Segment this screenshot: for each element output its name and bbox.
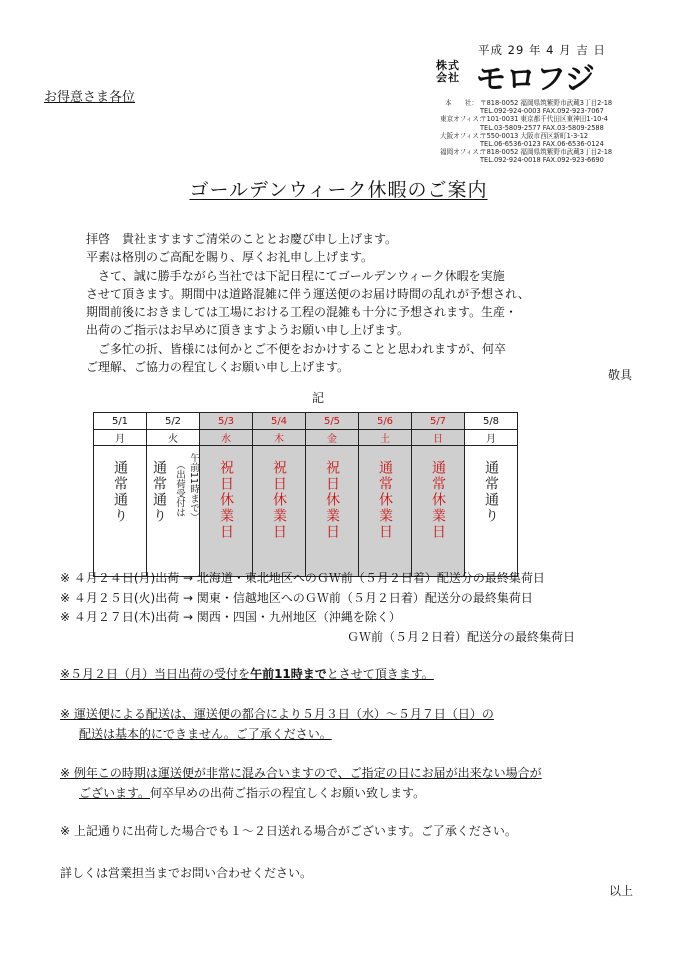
note-line: 配送は基本的にできません。ご了承ください。 xyxy=(79,727,332,741)
note-line xyxy=(60,783,542,803)
status-text: 通常通り xyxy=(483,460,499,524)
note-line: ※ 例年この時期は運送便が非常に混み合いますので、ご指定の日にお届が出来ない場合が xyxy=(60,766,542,780)
note-line: ＧＷ前（５月２日着）配送分の最終集荷日 xyxy=(347,629,576,644)
status-note: 午前11時まで） xyxy=(188,453,199,523)
address-label: 福岡オフィス： xyxy=(440,148,486,157)
status-text: 通常通り xyxy=(112,460,128,524)
greeting: お得意さま各位 xyxy=(44,90,136,105)
date-cell: 5/3 xyxy=(200,413,253,430)
status-cell xyxy=(465,446,518,577)
day-cell: 日 xyxy=(412,430,465,446)
date-cell: 5/8 xyxy=(465,413,518,430)
document-date: 平成 29 年 4 月 吉 日 xyxy=(478,43,606,57)
date-cell: 5/6 xyxy=(359,413,412,430)
body-line: ご理解、ご協力の程宜しくお願い申し上げます。 xyxy=(86,360,350,375)
body-line: さて、誠に勝手ながら当社では下記日程にてゴールデンウィーク休暇を実施 xyxy=(86,268,505,283)
address-label: 東京オフィス： xyxy=(440,115,486,124)
status-cell xyxy=(200,446,253,577)
body-line: 出荷のご指示はお早めに頂きますようお願い申し上げます。 xyxy=(86,323,410,338)
status-cell xyxy=(359,446,412,577)
note-text: ※５月２日（月）当日出荷の受付を xyxy=(60,667,251,681)
address-line: 〒818-0052 福岡県筑紫野市武蔵3丁目2-18 xyxy=(480,148,613,157)
status-text: 通常通り xyxy=(151,460,167,524)
status-text: 祝日休業日 xyxy=(218,460,234,540)
status-cell xyxy=(253,446,306,577)
note-line: ※ 運送便による配送は、運送便の都合により５月３日（水）～５月７日（日）の xyxy=(60,707,494,721)
ki-heading: 記 xyxy=(312,391,325,405)
address-tel: TEL.06-6536-0123 FAX.06-6536-0124 xyxy=(480,140,604,149)
day-cell: 土 xyxy=(359,430,412,446)
day-cell: 水 xyxy=(200,430,253,446)
address-line: 〒818-0052 福岡県筑紫野市武蔵3丁目2-18 xyxy=(480,99,613,107)
body-line: 拝啓 貴社ますますご清栄のこととお慶び申し上げます。 xyxy=(86,232,398,246)
document-title xyxy=(0,175,677,202)
note-line: ※ ４月２５日(火)出荷 → 関東・信越地区へのＧＷ前（５月２日着）配送分の最終集荷日 xyxy=(60,590,533,605)
status-cell xyxy=(306,446,359,577)
company-name: モロフジ xyxy=(476,62,595,97)
body-line: 期間前後におきましては工場における工程の混雑も十分に予想されます。生産・ xyxy=(86,305,518,320)
note-text: とさせて頂きます。 xyxy=(326,667,434,681)
shipping-notes xyxy=(60,569,575,647)
address-line: 〒101-0031 東京都千代田区東神田1-10-4 xyxy=(480,115,608,124)
body-line: 平素は格別のご高配を賜り、厚くお礼申し上げます。 xyxy=(86,250,374,265)
note-emphasis: 午前11時まで xyxy=(250,667,327,681)
address-tel: TEL.092-924-0018 FAX.092-923-6690 xyxy=(480,156,604,165)
day-cell: 月 xyxy=(465,430,518,446)
address-line: 〒550-0013 大阪市西区新町1-3-12 xyxy=(480,131,589,140)
closing-ijo: 以上 xyxy=(609,884,634,898)
status-cell xyxy=(94,446,147,577)
note-text: ございます。 xyxy=(79,786,151,800)
body-line: ご多忙の折、皆様には何かとご不便をおかけすることと思われますが、何卒 xyxy=(86,341,507,356)
note-delay: ※ 上記通りに出荷した場合でも１～２日送れる場合がございます。ご了承ください。 xyxy=(60,824,517,838)
day-cell: 火 xyxy=(147,430,200,446)
note-delivery xyxy=(60,704,494,744)
address-label: 本 社： xyxy=(445,99,478,107)
status-text: 祝日休業日 xyxy=(271,460,287,540)
status-text: 通常休業日 xyxy=(377,460,393,540)
holiday-calendar xyxy=(93,412,518,577)
note-line: ※ ４月２７日(木)出荷 → 関西・四国・九州地区（沖縄を除く） xyxy=(60,610,401,624)
address-tel: TEL.092-924-0003 FAX.092-923-7067 xyxy=(480,107,604,116)
day-cell: 金 xyxy=(306,430,359,446)
date-cell: 5/5 xyxy=(306,413,359,430)
day-cell: 月 xyxy=(94,430,147,446)
closing-keigu: 敬具 xyxy=(608,368,633,382)
date-cell: 5/1 xyxy=(94,413,147,430)
company-type: 株式 会社 xyxy=(436,59,460,84)
status-cell xyxy=(412,446,465,577)
note-line: ※ ４月２４日(月)出荷 → 北海道・東北地区へのＧＷ前（５月２日着）配送分の最終集荷日 xyxy=(60,571,545,585)
company-logo xyxy=(436,58,636,98)
date-cell: 5/4 xyxy=(253,413,306,430)
body-line: させて頂きます。期間中は道路混雑に伴う運送便のお届け時間の乱れが予想され、 xyxy=(86,286,530,301)
company-addresses xyxy=(440,99,670,165)
contact-note: 詳しくは営業担当までお問い合わせください。 xyxy=(60,866,313,880)
status-text: 通常休業日 xyxy=(430,460,446,540)
day-cell: 木 xyxy=(253,430,306,446)
status-cell xyxy=(147,446,200,577)
title-text: ゴールデンウィーク休暇のご案内 xyxy=(189,179,488,201)
letter-body xyxy=(86,230,626,376)
note-congestion xyxy=(60,763,542,803)
status-note: （出荷受付は xyxy=(174,459,185,517)
address-label: 大阪オフィス： xyxy=(440,131,486,140)
date-cell: 5/7 xyxy=(412,413,465,430)
note-text: 何卒早めの出荷ご指示の程宜しくお願い致します。 xyxy=(150,786,426,800)
date-cell: 5/2 xyxy=(147,413,200,430)
status-text: 祝日休業日 xyxy=(324,460,340,540)
note-cutoff xyxy=(60,665,434,682)
address-tel: TEL.03-5809-2577 FAX.03-5809-2588 xyxy=(480,123,604,132)
